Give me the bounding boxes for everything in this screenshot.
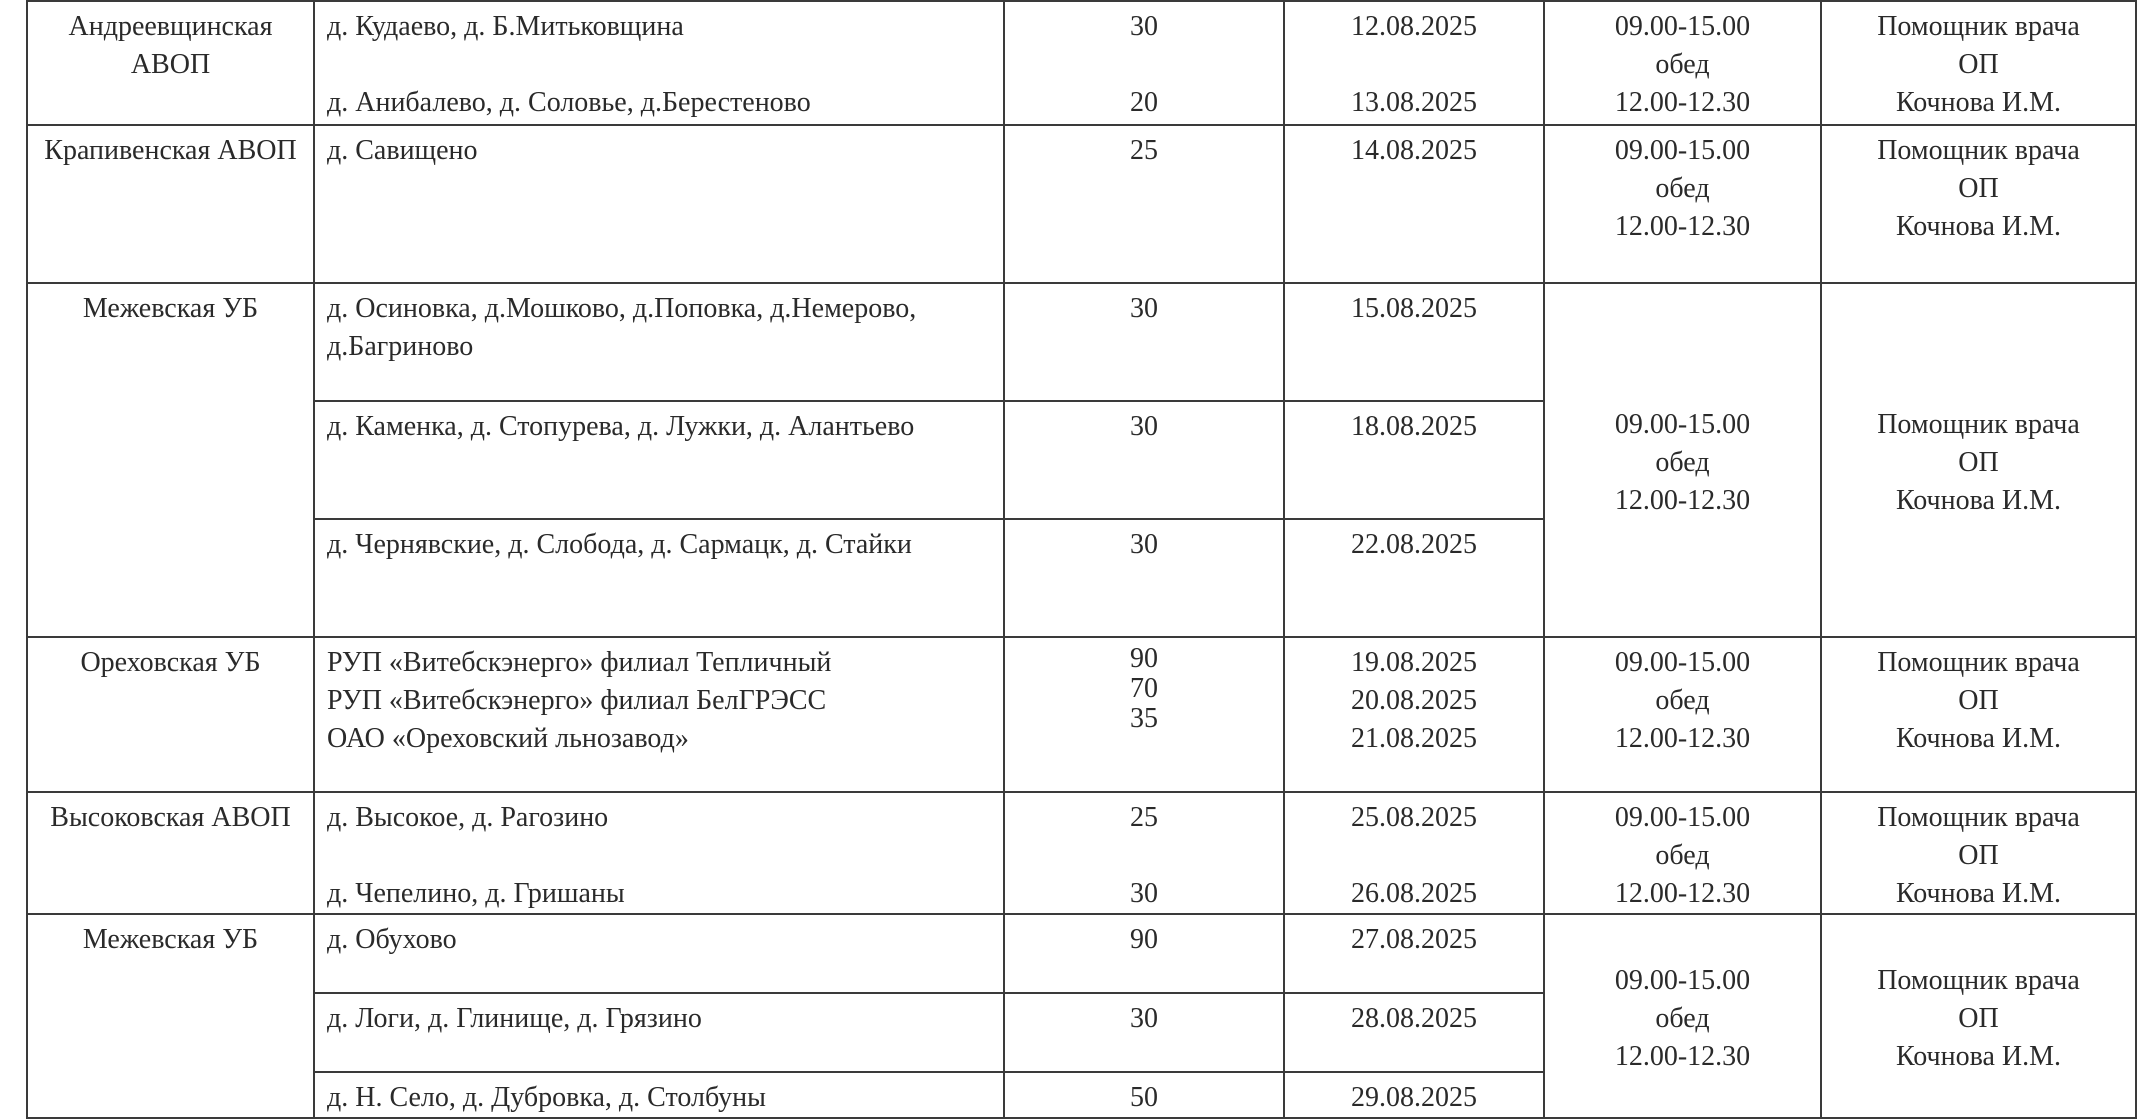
count-cell: 90 70 35 bbox=[1004, 637, 1284, 792]
date-cell: 18.08.2025 bbox=[1284, 401, 1544, 519]
date-cell: 15.08.2025 bbox=[1284, 283, 1544, 401]
org-cell: Межевская УБ bbox=[27, 283, 314, 637]
count-cell: 25 30 bbox=[1004, 792, 1284, 914]
org-cell: Андреевщинская АВОП bbox=[27, 1, 314, 125]
schedule-table bbox=[26, 0, 2137, 1119]
table-row bbox=[27, 283, 2136, 401]
places-cell: д. Чернявские, д. Слобода, д. Сармацк, д. Стайки bbox=[314, 519, 1004, 637]
schedule-document bbox=[26, 0, 2137, 1119]
date-cell: 14.08.2025 bbox=[1284, 125, 1544, 283]
responsible-cell: Помощник врача ОП Кочнова И.М. bbox=[1821, 1, 2136, 125]
count-cell: 30 bbox=[1004, 283, 1284, 401]
date-cell: 27.08.2025 bbox=[1284, 914, 1544, 993]
places-cell: д. Савищено bbox=[314, 125, 1004, 283]
date-cell: 25.08.2025 26.08.2025 bbox=[1284, 792, 1544, 914]
count-cell: 30 bbox=[1004, 993, 1284, 1072]
count-cell: 90 bbox=[1004, 914, 1284, 993]
date-cell: 29.08.2025 bbox=[1284, 1072, 1544, 1118]
table-row bbox=[27, 637, 2136, 792]
places-cell: д. Кудаево, д. Б.Митьковщина д. Анибалево, д. Соловье, д.Берестеново bbox=[314, 1, 1004, 125]
responsible-cell: Помощник врача ОП Кочнова И.М. bbox=[1821, 283, 2136, 637]
table-row bbox=[27, 125, 2136, 283]
places-cell: д. Осиновка, д.Мошково, д.Поповка, д.Немерово, д.Багриново bbox=[314, 283, 1004, 401]
count-cell: 25 bbox=[1004, 125, 1284, 283]
org-cell: Межевская УБ bbox=[27, 914, 314, 1118]
count-cell: 30 20 bbox=[1004, 1, 1284, 125]
responsible-cell: Помощник врача ОП Кочнова И.М. bbox=[1821, 792, 2136, 914]
hours-cell: 09.00-15.00 обед 12.00-12.30 bbox=[1544, 125, 1821, 283]
table-row bbox=[27, 1, 2136, 125]
table-row bbox=[27, 914, 2136, 993]
org-cell: Ореховская УБ bbox=[27, 637, 314, 792]
date-cell: 28.08.2025 bbox=[1284, 993, 1544, 1072]
date-cell: 22.08.2025 bbox=[1284, 519, 1544, 637]
places-cell: д. Логи, д. Глинище, д. Грязино bbox=[314, 993, 1004, 1072]
places-cell: д. Каменка, д. Стопурева, д. Лужки, д. Алантьево bbox=[314, 401, 1004, 519]
hours-cell: 09.00-15.00 обед 12.00-12.30 bbox=[1544, 914, 1821, 1118]
org-cell: Крапивенская АВОП bbox=[27, 125, 314, 283]
hours-cell: 09.00-15.00 обед 12.00-12.30 bbox=[1544, 283, 1821, 637]
responsible-cell: Помощник врача ОП Кочнова И.М. bbox=[1821, 637, 2136, 792]
places-cell: д. Высокое, д. Рагозино д. Чепелино, д. Гришаны bbox=[314, 792, 1004, 914]
hours-cell: 09.00-15.00 обед 12.00-12.30 bbox=[1544, 637, 1821, 792]
places-cell: д. Обухово bbox=[314, 914, 1004, 993]
count-cell: 30 bbox=[1004, 401, 1284, 519]
count-cell: 50 bbox=[1004, 1072, 1284, 1118]
hours-cell: 09.00-15.00 обед 12.00-12.30 bbox=[1544, 792, 1821, 914]
date-cell: 19.08.2025 20.08.2025 21.08.2025 bbox=[1284, 637, 1544, 792]
places-cell: д. Н. Село, д. Дубровка, д. Столбуны bbox=[314, 1072, 1004, 1118]
responsible-cell: Помощник врача ОП Кочнова И.М. bbox=[1821, 125, 2136, 283]
table-row bbox=[27, 792, 2136, 914]
count-cell: 30 bbox=[1004, 519, 1284, 637]
places-cell: РУП «Витебскэнерго» филиал Тепличный РУП «Витебскэнерго» филиал БелГРЭСС ОАО «Ореховский льнозавод» bbox=[314, 637, 1004, 792]
org-cell: Высоковская АВОП bbox=[27, 792, 314, 914]
responsible-cell: Помощник врача ОП Кочнова И.М. bbox=[1821, 914, 2136, 1118]
date-cell: 12.08.2025 13.08.2025 bbox=[1284, 1, 1544, 125]
hours-cell: 09.00-15.00 обед 12.00-12.30 bbox=[1544, 1, 1821, 125]
